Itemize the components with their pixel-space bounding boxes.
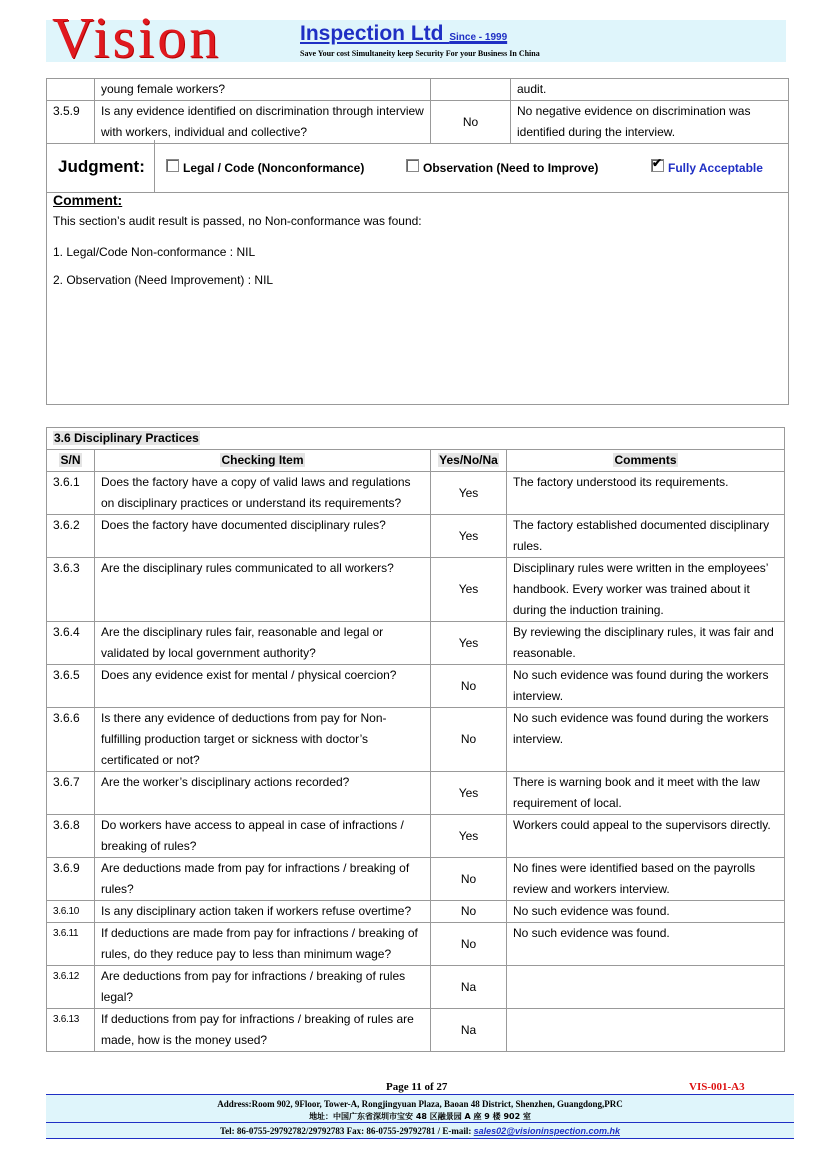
row-item: Is there any evidence of deductions from pay for Non-fulfilling production target or sickness with doctor’s certificated or not?: [95, 708, 431, 772]
row-comment: There is warning book and it meet with the law requirement of local.: [507, 772, 785, 815]
row-item: Are the disciplinary rules communicated to all workers?: [95, 558, 431, 622]
page-number: Page 11 of 27: [386, 1081, 448, 1093]
footer-divider: [46, 1122, 794, 1123]
section-title-row: [47, 428, 785, 450]
row-item: Is any evidence identified on discrimination through interview with workers, individual and collective?: [95, 101, 431, 144]
row-item: Is any disciplinary action taken if workers refuse overtime?: [95, 901, 431, 923]
judgment-divider: [154, 140, 155, 192]
row-item: Are the disciplinary rules fair, reasonable and legal or validated by local government authority?: [95, 622, 431, 665]
row-answer: Na: [431, 1009, 507, 1052]
row-comment: Disciplinary rules were written in the employees’ handbook. Every worker was trained about it during the induction training.: [507, 558, 785, 622]
row-comment: [507, 966, 785, 1009]
col-header-sn: S/N: [60, 453, 81, 467]
row-answer: No: [431, 101, 511, 144]
row-item: young female workers?: [95, 79, 431, 101]
row-answer: No: [431, 858, 507, 901]
row-comment: No such evidence was found.: [507, 923, 785, 966]
row-sn: 3.6.9: [47, 858, 95, 901]
row-comment: No such evidence was found.: [507, 901, 785, 923]
table-row: [47, 622, 785, 665]
row-item: Does the factory have a copy of valid laws and regulations on disciplinary practices or understand its requirements?: [95, 472, 431, 515]
disciplinary-practices-table: [46, 427, 785, 1052]
table-row: [47, 772, 785, 815]
row-sn: 3.6.11: [47, 923, 95, 966]
table-row: [47, 815, 785, 858]
table-row: [47, 923, 785, 966]
table-row: [47, 901, 785, 923]
table-row: [47, 515, 785, 558]
table-row: [47, 708, 785, 772]
row-answer: [431, 79, 511, 101]
document-id: VIS-001-A3: [689, 1081, 745, 1093]
row-item: Do workers have access to appeal in case of infractions / breaking of rules?: [95, 815, 431, 858]
company-tagline: Save Your cost Simultaneity keep Security For your Business In China: [300, 49, 540, 58]
row-comment: The factory understood its requirements.: [507, 472, 785, 515]
col-header-item: Checking Item: [221, 453, 304, 467]
company-logo: Vision: [52, 5, 222, 70]
row-comment: Workers could appeal to the supervisors directly.: [507, 815, 785, 858]
row-sn: 3.6.7: [47, 772, 95, 815]
section-title: 3.6 Disciplinary Practices: [54, 431, 199, 445]
row-sn: 3.5.9: [47, 101, 95, 144]
footer-band: [46, 1094, 794, 1139]
col-header-comments: Comments: [614, 453, 677, 467]
row-comment: [507, 1009, 785, 1052]
row-comment: By reviewing the disciplinary rules, it was fair and reasonable.: [507, 622, 785, 665]
row-sn: 3.6.8: [47, 815, 95, 858]
judgment-row: [46, 140, 789, 193]
row-sn: 3.6.6: [47, 708, 95, 772]
email-link[interactable]: sales02@visioninspection.com.hk: [473, 1126, 620, 1136]
table-row: [47, 558, 785, 622]
table-row: [47, 472, 785, 515]
table-header-row: [47, 450, 785, 472]
row-comment: No negative evidence on discrimination was identified during the interview.: [511, 101, 789, 144]
option-observation-label: Observation (Need to Improve): [423, 161, 599, 175]
row-answer: Yes: [431, 472, 507, 515]
row-item: Are the worker’s disciplinary actions recorded?: [95, 772, 431, 815]
company-name: [300, 22, 507, 50]
checkbox-observation[interactable]: [406, 159, 419, 172]
since-label: Since - 1999: [449, 32, 508, 43]
row-answer: Yes: [431, 815, 507, 858]
row-comment: No such evidence was found during the workers interview.: [507, 708, 785, 772]
row-answer: Na: [431, 966, 507, 1009]
checkmark-icon: ✔: [652, 156, 663, 170]
row-sn: 3.6.10: [47, 901, 95, 923]
discrimination-table-continued: [46, 78, 789, 144]
table-row: [47, 79, 789, 101]
checkbox-nonconformance[interactable]: [166, 159, 179, 172]
row-item: If deductions from pay for infractions / breaking of rules are made, how is the money used?: [95, 1009, 431, 1052]
judgment-label: Judgment:: [58, 157, 145, 176]
footer-contact-text: Tel: 86-0755-29792782/29792783 Fax: 86-0755-29792781 / E-mail:: [220, 1126, 474, 1136]
row-item: Does any evidence exist for mental / physical coercion?: [95, 665, 431, 708]
row-item: Are deductions made from pay for infractions / breaking of rules?: [95, 858, 431, 901]
row-comment: audit.: [511, 79, 789, 101]
table-row: [47, 101, 789, 144]
footer-address-chinese: 地址：中国广东省深圳市宝安 48 区融景园 A 座 9 楼 902 室: [309, 1112, 531, 1121]
row-item: Are deductions from pay for infractions / breaking of rules legal?: [95, 966, 431, 1009]
row-answer: No: [431, 901, 507, 923]
row-answer: Yes: [431, 622, 507, 665]
table-row: [47, 665, 785, 708]
row-sn: 3.6.3: [47, 558, 95, 622]
row-answer: No: [431, 665, 507, 708]
row-answer: No: [431, 708, 507, 772]
row-sn: 3.6.12: [47, 966, 95, 1009]
row-item: Does the factory have documented disciplinary rules?: [95, 515, 431, 558]
row-sn: 3.6.2: [47, 515, 95, 558]
table-row: [47, 1009, 785, 1052]
comment-line: 2. Observation (Need Improvement) : NIL: [53, 273, 274, 287]
comment-box: [46, 192, 789, 405]
row-comment: No fines were identified based on the payrolls review and workers interview.: [507, 858, 785, 901]
row-answer: No: [431, 923, 507, 966]
col-header-yn: Yes/No/Na: [439, 453, 498, 467]
company-name-text: Inspection Ltd: [300, 22, 444, 45]
option-fully-acceptable-label: Fully Acceptable: [668, 161, 763, 175]
row-comment: No such evidence was found during the workers interview.: [507, 665, 785, 708]
row-sn: 3.6.13: [47, 1009, 95, 1052]
checkbox-fully-acceptable[interactable]: [651, 156, 664, 172]
table-row: [47, 966, 785, 1009]
row-item: If deductions are made from pay for infractions / breaking of rules, do they reduce pay to less than minimum wage?: [95, 923, 431, 966]
row-comment: The factory established documented disciplinary rules.: [507, 515, 785, 558]
row-sn: 3.6.1: [47, 472, 95, 515]
table-row: [47, 858, 785, 901]
row-sn: 3.6.5: [47, 665, 95, 708]
row-answer: Yes: [431, 772, 507, 815]
footer-address: Address:Room 902, 9Floor, Tower-A, Rongjingyuan Plaza, Baoan 48 District, Shenzhen, Guangdong,PRC: [217, 1099, 623, 1109]
comment-title: Comment:: [53, 192, 123, 208]
row-sn: [47, 79, 95, 101]
option-nonconformance-label: Legal / Code (Nonconformance): [183, 161, 365, 175]
row-answer: Yes: [431, 558, 507, 622]
comment-line: 1. Legal/Code Non-conformance : NIL: [53, 245, 256, 259]
comment-line: This section’s audit result is passed, no Non-conformance was found:: [53, 214, 422, 228]
row-sn: 3.6.4: [47, 622, 95, 665]
footer-contact: [46, 1126, 794, 1136]
row-answer: Yes: [431, 515, 507, 558]
